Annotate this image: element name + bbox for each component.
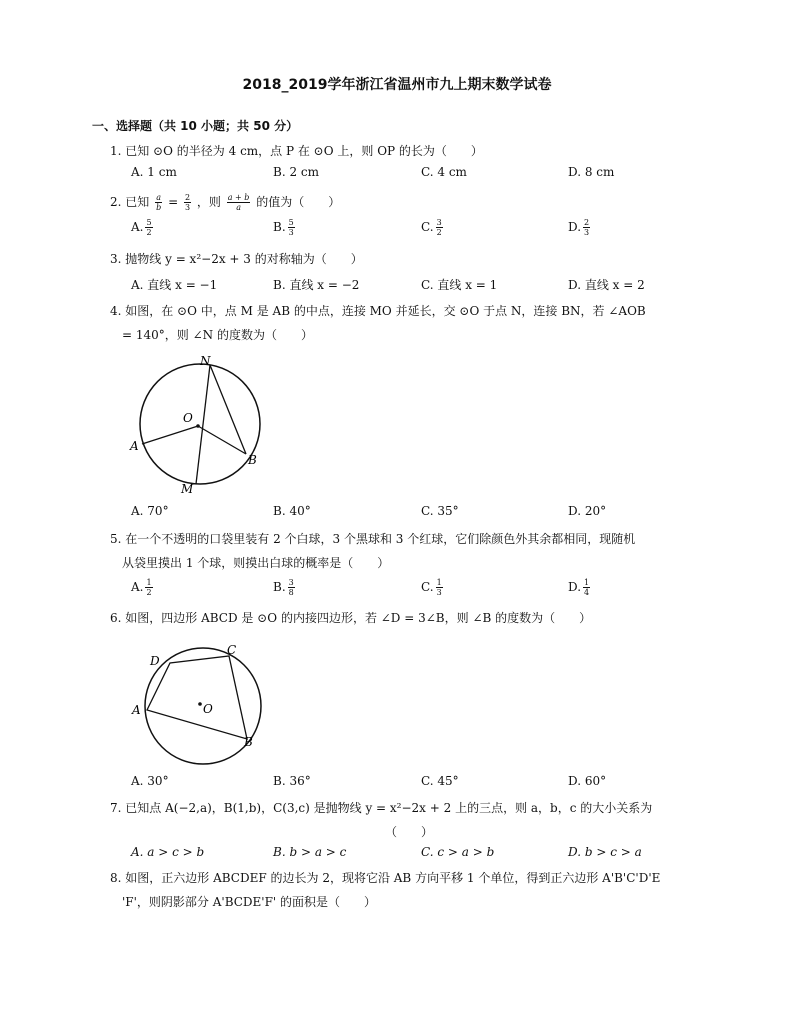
question-5 — [110, 527, 710, 575]
option-d: D. $\frac{2}{3}$ — [568, 218, 590, 237]
question-4 — [110, 299, 710, 347]
question-text-line-2: 从袋里摸出 1 个球，则摸出白球的概率是（ ） — [122, 556, 390, 570]
question-text-line-1: 已知点 A(−2,a)，B(1,b)，C(3,c) 是抛物线 y = x²−2x + 2 上的三点，则 a，b，c 的大小关系为 — [125, 801, 653, 815]
question-6 — [110, 606, 710, 630]
question-number: 3. — [110, 252, 122, 266]
option-c: C. 35° — [421, 504, 459, 518]
section-heading: 一、选择题（共 10 小题；共 50 分） — [92, 119, 299, 133]
question-text-suffix: 的值为（ ） — [256, 195, 341, 209]
question-3 — [110, 247, 710, 271]
question-number: 6. — [110, 611, 122, 625]
question-number: 5. — [110, 532, 122, 546]
question-number: 7. — [110, 801, 122, 815]
question-5-options — [131, 578, 731, 600]
option-a: A. $\frac{1}{2}$ — [131, 578, 152, 597]
circle-figure-q6 — [126, 640, 271, 772]
question-text-line-1: 如图，在 ⊙O 中，点 M 是 AB 的中点，连接 MO 并延长，交 ⊙O 于点 N，连接 BN，若 ∠AOB — [125, 304, 646, 318]
option-b: B. $\frac{3}{8}$ — [273, 578, 294, 597]
question-1 — [110, 139, 710, 163]
question-7 — [110, 796, 710, 844]
equals-sign: = — [168, 195, 179, 209]
question-number: 1. — [110, 144, 122, 158]
question-text-prefix: 已知 — [125, 195, 150, 209]
option-a: A. 70° — [131, 504, 169, 518]
option-a: A. a > c > b — [131, 845, 205, 859]
option-b: B. b > a > c — [273, 845, 347, 859]
option-d: D. 直线 x = 2 — [568, 278, 645, 292]
question-4-options — [131, 504, 731, 526]
question-text: 已知 ⊙O 的半径为 4 cm，点 P 在 ⊙O 上，则 OP 的长为（ ） — [125, 144, 483, 158]
question-text-line-2: （ ） — [385, 825, 434, 839]
question-2 — [110, 190, 710, 214]
label-o: O — [183, 411, 193, 425]
circle-figure-q4 — [128, 352, 273, 497]
question-7-options — [131, 845, 731, 867]
option-d: D. 20° — [568, 504, 607, 518]
question-2-options — [131, 218, 731, 240]
option-b: B. 2 cm — [273, 165, 319, 179]
question-text-mid: ，则 — [196, 195, 221, 209]
option-a: A. $\frac{5}{2}$ — [131, 218, 152, 237]
option-d: D. b > c > a — [568, 845, 642, 859]
fraction-two-thirds: $\frac{2}{3}$ — [184, 193, 191, 212]
question-number: 4. — [110, 304, 122, 318]
option-c: C. 45° — [421, 774, 459, 788]
label-a: A — [130, 439, 139, 453]
option-b: B. 40° — [273, 504, 311, 518]
question-text: 抛物线 y = x²−2x + 3 的对称轴为（ ） — [125, 252, 363, 266]
label-b: B — [244, 735, 253, 749]
question-text-line-1: 如图，正六边形 ABCDEF 的边长为 2，现将它沿 AB 方向平移 1 个单位，得到正六边形 A'B'C'D'E — [125, 871, 661, 885]
label-b: B — [248, 453, 257, 467]
option-c: C. $\frac{1}{3}$ — [421, 578, 442, 597]
label-d: D — [150, 654, 160, 668]
question-1-options — [131, 165, 731, 187]
question-8 — [110, 866, 710, 914]
option-d: D. 8 cm — [568, 165, 615, 179]
option-a: A. 1 cm — [131, 165, 177, 179]
option-c: C. c > a > b — [421, 845, 495, 859]
fraction-a-plus-b-over-a: $\frac{a + b}{a}$ — [227, 193, 250, 212]
exam-title: 2018_2019学年浙江省温州市九上期末数学试卷 — [242, 77, 552, 93]
option-c: C. $\frac{3}{2}$ — [421, 218, 442, 237]
option-c: C. 4 cm — [421, 165, 467, 179]
label-a: A — [132, 703, 141, 717]
question-3-options — [131, 276, 731, 298]
label-o: O — [203, 702, 213, 716]
label-m: M — [181, 482, 194, 496]
label-n: N — [200, 354, 211, 368]
question-6-options — [131, 774, 731, 796]
option-b: B. 直线 x = −2 — [273, 278, 360, 292]
fraction-a-over-b: $\frac{a}{b}$ — [156, 193, 162, 212]
question-number: 2. — [110, 195, 122, 209]
option-b: B. 36° — [273, 774, 311, 788]
question-text: 如图，四边形 ABCD 是 ⊙O 的内接四边形，若 ∠D = 3∠B，则 ∠B 的度数为（ ） — [125, 611, 592, 625]
option-c: C. 直线 x = 1 — [421, 278, 498, 292]
option-b: B. $\frac{5}{3}$ — [273, 218, 294, 237]
question-number: 8. — [110, 871, 122, 885]
question-text-line-2: 'F'，则阴影部分 A'BCDE'F' 的面积是（ ） — [122, 895, 377, 909]
question-text-line-1: 在一个不透明的口袋里装有 2 个白球，3 个黑球和 3 个红球，它们除颜色外其余都相同，现随机 — [125, 532, 636, 546]
option-d: D. 60° — [568, 774, 607, 788]
option-d: D. $\frac{1}{4}$ — [568, 578, 590, 597]
question-text-line-2: = 140°，则 ∠N 的度数为（ ） — [122, 328, 313, 342]
option-a: A. 30° — [131, 774, 169, 788]
option-a: A. 直线 x = −1 — [131, 278, 218, 292]
label-c: C — [227, 643, 237, 657]
